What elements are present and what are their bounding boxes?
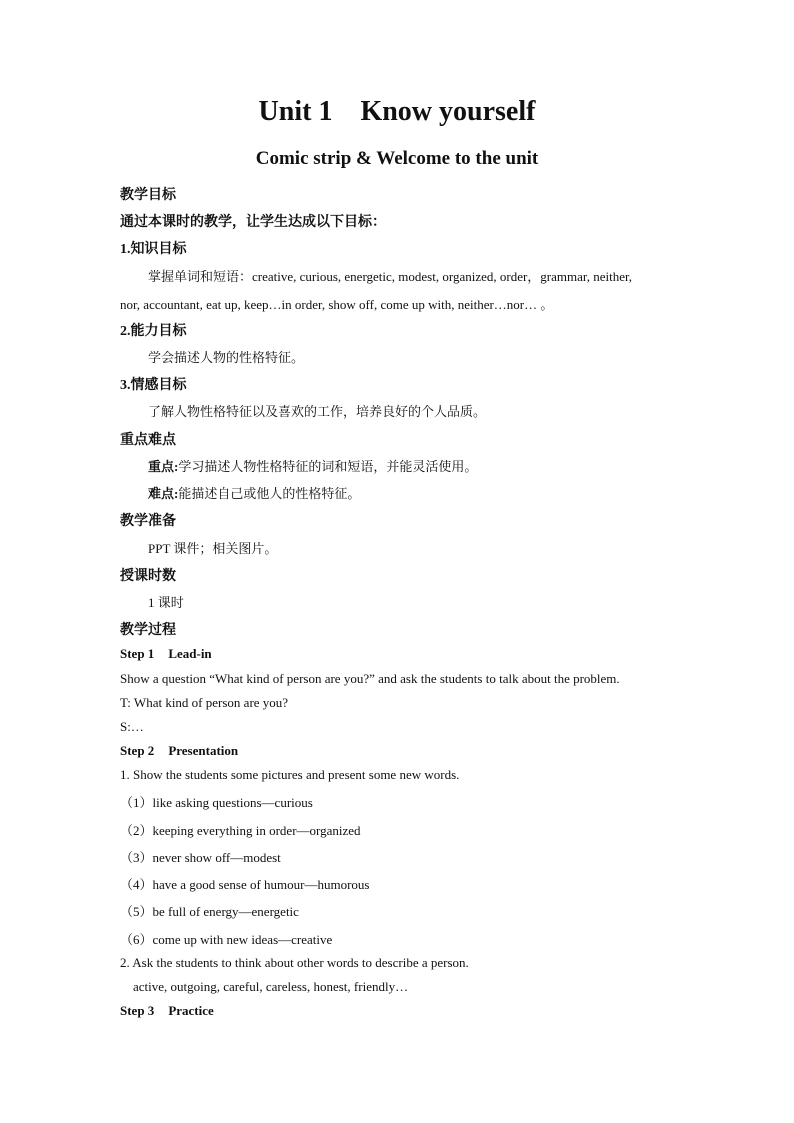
knowledge-text-line2: nor, accountant, eat up, keep…in order, show off, come up with, neither…nor… 。 (120, 297, 554, 312)
list-item: （2）keeping everything in order—organized (120, 823, 361, 838)
difficult-point-line (148, 483, 360, 502)
key-points-heading: 重点难点 (120, 433, 176, 448)
emotion-heading: 3.情感目标 (120, 378, 187, 393)
objectives-intro: 通过本课时的教学，让学生达成以下目标： (120, 215, 386, 230)
list-item: （3）never show off—modest (120, 850, 281, 865)
step2-point2-words: active, outgoing, careful, careless, honest, friendly… (133, 979, 409, 994)
unit-name: Know yourself (360, 96, 536, 127)
step1-line1: Show a question “What kind of person are you?” and ask the students to talk about the problem. (120, 671, 620, 686)
lesson-subtitle: Comic strip & Welcome to the unit (255, 148, 539, 169)
ability-text: 学会描述人物的性格特征。 (148, 350, 305, 365)
hours-text: 1 课时 (148, 595, 184, 610)
step3-number: Step 3 (120, 1003, 155, 1018)
emotion-text: 了解人物性格特征以及喜欢的工作，培养良好的个人品质。 (148, 404, 487, 419)
key-point-text: 学习描述人物性格特征的词和短语，并能灵活使用。 (178, 459, 478, 474)
difficult-point-text: 能描述自己或他人的性格特征。 (178, 486, 361, 501)
unit-title (0, 96, 794, 128)
step1-name: Lead-in (168, 646, 212, 661)
step1-line2: T: What kind of person are you? (120, 695, 289, 710)
step2-heading (120, 743, 238, 759)
step1-heading (120, 646, 212, 662)
process-heading: 教学过程 (120, 623, 176, 638)
objectives-heading: 教学目标 (120, 188, 176, 203)
knowledge-heading: 1.知识目标 (120, 242, 187, 257)
list-item: （6）come up with new ideas—creative (120, 932, 333, 947)
step1-line3: S:… (120, 719, 144, 734)
unit-number: Unit 1 (258, 96, 333, 127)
step3-heading (120, 1003, 214, 1019)
list-item: （4）have a good sense of humour—humorous (120, 877, 370, 892)
step2-number: Step 2 (120, 743, 155, 758)
step1-number: Step 1 (120, 646, 155, 661)
step2-intro: 1. Show the students some pictures and present some new words. (120, 767, 460, 782)
preparation-heading: 教学准备 (120, 514, 176, 529)
preparation-text: PPT 课件；相关图片。 (148, 541, 278, 556)
step3-name: Practice (168, 1003, 214, 1018)
ability-heading: 2.能力目标 (120, 324, 187, 339)
hours-heading: 授课时数 (120, 569, 176, 584)
key-point-label: 重点: (148, 459, 179, 474)
key-point-line (148, 456, 477, 475)
step2-point2: 2. Ask the students to think about other words to describe a person. (120, 955, 469, 970)
list-item: （5）be full of energy—energetic (120, 904, 299, 919)
knowledge-text-line1: 掌握单词和短语：creative, curious, energetic, modest, organized, order，grammar, neither, (148, 269, 633, 284)
list-item: （1）like asking questions—curious (120, 795, 313, 810)
step2-name: Presentation (168, 743, 239, 758)
difficult-point-label: 难点: (148, 486, 179, 501)
